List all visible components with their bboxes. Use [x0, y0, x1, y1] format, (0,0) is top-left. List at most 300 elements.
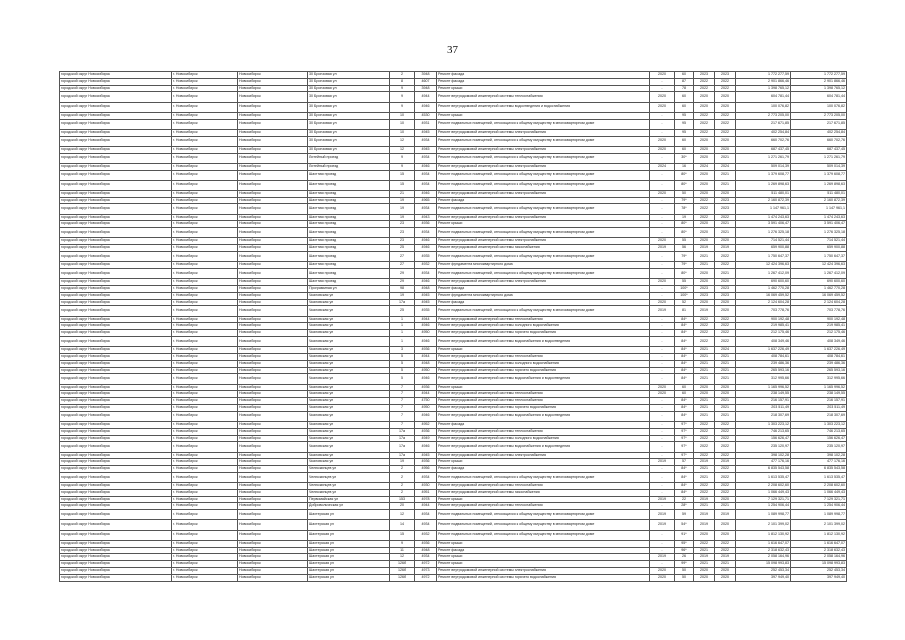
cell-start-year: 2020: [694, 574, 715, 581]
cell-code: 4946: [415, 163, 437, 170]
cell-street: Шахтная проезд: [308, 180, 390, 190]
cell-work-type: Ремонт крыши: [437, 561, 650, 568]
cell-planned-year: -: [650, 540, 675, 547]
cell-work-type: Ремонт внутридомовой инженерной системы горячего водоснабжения: [437, 330, 650, 337]
cell-locality: г. Новосибирск: [172, 78, 238, 85]
cell-cost: 1 147 961,1: [736, 204, 791, 214]
table-row: [60, 221, 847, 228]
cell-planned-year: -: [650, 112, 675, 119]
cell-start-year: 2019: [694, 245, 715, 252]
cell-locality: г. Новосибирск: [172, 197, 238, 204]
cell-street: Шахтная проезд: [308, 221, 390, 228]
cell-district: Новосибирск: [238, 404, 308, 411]
cell-street: Шахтная проезд: [308, 204, 390, 214]
cell-code: 4936: [415, 459, 437, 466]
cell-municipality: городской округ Новосибирск: [60, 554, 172, 561]
cell-total: 1 066 449,43: [791, 489, 847, 496]
cell-work-type: Ремонт подвальных помещений, относящихся к общему имуществу в многоквартирном доме: [437, 170, 650, 180]
cell-planned-year: -: [650, 316, 675, 323]
cell-district: Новосибирск: [238, 85, 308, 92]
table-row: [60, 540, 847, 547]
cell-code: 4945: [415, 129, 437, 136]
cell-end-year: 2022: [715, 336, 736, 346]
table-row: [60, 269, 847, 279]
cell-cost: 1 616 647,07: [736, 540, 791, 547]
table-row: [60, 520, 847, 530]
cell-district: Новосибирск: [238, 292, 308, 299]
cell-district: Новосибирск: [238, 92, 308, 102]
cell-start-year: 2024: [694, 163, 715, 170]
cell-end-year: 2020: [715, 299, 736, 306]
cell-street: Шахтная проезд: [308, 170, 390, 180]
cell-end-year: 2021: [715, 367, 736, 374]
cell-planned-year: -: [650, 428, 675, 435]
cell-end-year: 2021: [715, 404, 736, 411]
cell-municipality: городской округ Новосибирск: [60, 163, 172, 170]
cell-end-year: 2020: [715, 391, 736, 398]
table-row: [60, 163, 847, 170]
cell-municipality: городской округ Новосибирск: [60, 170, 172, 180]
cell-code: 4530: [415, 112, 437, 119]
cell-house: 29: [390, 269, 415, 279]
cell-end-year: 2022: [715, 316, 736, 323]
cell-code: 4932: [415, 262, 437, 269]
cell-end-year: 2022: [715, 262, 736, 269]
cell-street: Чкаловская ул: [308, 428, 390, 435]
cell-term: 97*: [675, 452, 694, 459]
cell-district: Новосибирск: [238, 421, 308, 428]
cell-term: 55: [675, 279, 694, 286]
cell-municipality: городской округ Новосибирск: [60, 92, 172, 102]
cell-planned-year: -: [650, 435, 675, 442]
cell-street: Чкаловская ул: [308, 353, 390, 360]
cell-total: 312 995,66: [791, 374, 847, 384]
cell-code: 4934: [415, 472, 437, 482]
cell-street: Шахтерская ул: [308, 530, 390, 540]
table-row: [60, 190, 847, 197]
cell-planned-year: -: [650, 336, 675, 346]
cell-street: Первомайская ул: [308, 496, 390, 503]
cell-work-type: Ремонт подвальных помещений, относящихся к общему имуществу в многоквартирном доме: [437, 180, 650, 190]
table-row: [60, 442, 847, 452]
cell-start-year: 2021: [694, 360, 715, 367]
cell-planned-year: -: [650, 503, 675, 510]
cell-district: Новосибирск: [238, 180, 308, 190]
cell-street: 30 Бронзовая ул: [308, 146, 390, 153]
cell-house: 14: [390, 520, 415, 530]
cell-municipality: городской округ Новосибирск: [60, 466, 172, 473]
cell-work-type: Ремонт подвальных помещений, относящихся к общему имуществу в многоквартирном доме: [437, 204, 650, 214]
cell-cost: 1 812 130,92: [736, 530, 791, 540]
cell-term: 60: [675, 92, 694, 102]
cell-code: 3948: [415, 72, 437, 79]
cell-district: Новосибирск: [238, 466, 308, 473]
cell-street: Шахтная проезд: [308, 214, 390, 221]
cell-cost: 1 254 906,44: [736, 503, 791, 510]
cell-planned-year: -: [650, 170, 675, 180]
cell-house: 3: [390, 347, 415, 354]
cell-district: Новосибирск: [238, 330, 308, 337]
cell-district: Новосибирск: [238, 483, 308, 490]
cell-work-type: Ремонт внутридомовой инженерной системы водоснабжения и водоотведения: [437, 336, 650, 346]
cell-municipality: городской округ Новосибирск: [60, 472, 172, 482]
cell-end-year: 2024: [715, 347, 736, 354]
cell-end-year: 2022: [715, 547, 736, 554]
cell-locality: г. Новосибирск: [172, 153, 238, 163]
cell-locality: г. Новосибирск: [172, 170, 238, 180]
cell-district: Новосибирск: [238, 112, 308, 119]
cell-cost: 1 089 998,77: [736, 510, 791, 520]
cell-work-type: Ремонт подвальных помещений, относящихся к общему имуществу в многоквартирном доме: [437, 153, 650, 163]
cell-street: Чкаловская ул: [308, 374, 390, 384]
cell-house: 98: [390, 286, 415, 293]
table-row: [60, 568, 847, 575]
cell-start-year: 2022: [694, 112, 715, 119]
cell-total: 1 089 998,77: [791, 510, 847, 520]
cell-code: 4956: [415, 466, 437, 473]
cell-house: 9: [390, 540, 415, 547]
cell-street: 30 Бронзовая ул: [308, 136, 390, 146]
cell-planned-year: -: [650, 262, 675, 269]
cell-start-year: 2023: [694, 286, 715, 293]
cell-house: 9: [390, 85, 415, 92]
cell-locality: г. Новосибирск: [172, 520, 238, 530]
cell-municipality: городской округ Новосибирск: [60, 367, 172, 374]
cell-house: 9: [390, 92, 415, 102]
cell-planned-year: -: [650, 530, 675, 540]
cell-start-year: 2019: [694, 306, 715, 316]
cell-work-type: Ремонт подвальных помещений, относящихся к общему имуществу в многоквартирном доме: [437, 228, 650, 238]
cell-district: Новосибирск: [238, 547, 308, 554]
cell-municipality: городской округ Новосибирск: [60, 384, 172, 391]
cell-planned-year: -: [650, 204, 675, 214]
cell-municipality: городской округ Новосибирск: [60, 510, 172, 520]
cell-municipality: городской округ Новосибирск: [60, 221, 172, 228]
cell-district: Новосибирск: [238, 520, 308, 530]
cell-municipality: городской округ Новосибирск: [60, 197, 172, 204]
cell-work-type: Ремонт подвальных помещений, относящихся к общему имуществу в многоквартирном доме: [437, 119, 650, 129]
cell-total: 397 949,40: [791, 574, 847, 581]
cell-total: 408 349,46: [791, 336, 847, 346]
cell-street: Шахтерская ул: [308, 574, 390, 581]
cell-street: Шахтная проезд: [308, 262, 390, 269]
cell-start-year: 2021: [694, 404, 715, 411]
cell-code: 4948: [415, 547, 437, 554]
cell-house: 7: [390, 398, 415, 405]
cell-street: Чкаловская ул: [308, 299, 390, 306]
cell-locality: г. Новосибирск: [172, 292, 238, 299]
cell-municipality: городской округ Новосибирск: [60, 238, 172, 245]
table-row: [60, 384, 847, 391]
cell-cost: 660 702,76: [736, 136, 791, 146]
table-row: [60, 360, 847, 367]
cell-end-year: 2020: [715, 146, 736, 153]
cell-planned-year: 2020: [650, 238, 675, 245]
cell-code: 4943: [415, 214, 437, 221]
cell-end-year: 2021: [715, 228, 736, 238]
cell-total: 100 076,82: [791, 102, 847, 112]
cell-total: 1 254 906,44: [791, 503, 847, 510]
cell-street: Чкаловская ул: [308, 452, 390, 459]
cell-locality: г. Новосибирск: [172, 435, 238, 442]
cell-term: 95: [675, 129, 694, 136]
table-row: [60, 347, 847, 354]
cell-house: 7: [390, 384, 415, 391]
cell-end-year: 2022: [715, 489, 736, 496]
cell-term: 22: [675, 496, 694, 503]
cell-municipality: городской округ Новосибирск: [60, 316, 172, 323]
cell-locality: г. Новосибирск: [172, 503, 238, 510]
cell-term: 97*: [675, 442, 694, 452]
cell-district: Новосибирск: [238, 102, 308, 112]
cell-work-type: Ремонт внутридомовой инженерной системы водоснабжения и водоотведения: [437, 442, 650, 452]
cell-locality: г. Новосибирск: [172, 286, 238, 293]
cell-house: 27: [390, 262, 415, 269]
table-row: [60, 367, 847, 374]
page-number: 37: [447, 44, 458, 56]
cell-work-type: Ремонт внутридомовой инженерной системы электроснабжения: [437, 129, 650, 136]
cell-total: 659 900,88: [791, 245, 847, 252]
cell-term: 60: [675, 136, 694, 146]
cell-cost: 1 772 277,59: [736, 72, 791, 79]
cell-total: 1 613 535,47: [791, 472, 847, 482]
cell-district: Новосибирск: [238, 190, 308, 197]
cell-work-type: Ремонт внутридомовой инженерной системы водоснабжения и водоотведения: [437, 374, 650, 384]
cell-house: 5: [390, 360, 415, 367]
cell-end-year: 2020: [715, 384, 736, 391]
cell-term: 28*: [675, 503, 694, 510]
cell-planned-year: 2020: [650, 136, 675, 146]
cell-municipality: городской округ Новосибирск: [60, 180, 172, 190]
cell-work-type: Ремонт внутридомовой инженерной системы электроснабжения: [437, 238, 650, 245]
cell-cost: 1 165 996,52: [736, 384, 791, 391]
cell-municipality: городской округ Новосибирск: [60, 574, 172, 581]
cell-municipality: городской округ Новосибирск: [60, 228, 172, 238]
cell-cost: 1 398 765,12: [736, 85, 791, 92]
cell-house: 25: [390, 306, 415, 316]
cell-end-year: 2020: [715, 136, 736, 146]
cell-cost: 2 101 399,02: [736, 520, 791, 530]
table-row: [60, 129, 847, 136]
cell-work-type: Ремонт фасада: [437, 547, 650, 554]
cell-end-year: 2020: [715, 238, 736, 245]
cell-municipality: городской округ Новосибирск: [60, 306, 172, 316]
cell-locality: г. Новосибирск: [172, 204, 238, 214]
table-row: [60, 170, 847, 180]
cell-end-year: 2024: [715, 163, 736, 170]
cell-cost: 714 521,44: [736, 238, 791, 245]
cell-term: 52: [675, 299, 694, 306]
cell-cost: 100 076,82: [736, 102, 791, 112]
cell-municipality: городской округ Новосибирск: [60, 353, 172, 360]
cell-locality: г. Новосибирск: [172, 221, 238, 228]
cell-municipality: городской округ Новосибирск: [60, 146, 172, 153]
cell-locality: г. Новосибирск: [172, 180, 238, 190]
cell-end-year: 2021: [715, 221, 736, 228]
cell-planned-year: -: [650, 421, 675, 428]
cell-planned-year: -: [650, 411, 675, 421]
cell-term: 30*: [675, 153, 694, 163]
cell-end-year: 2021: [715, 170, 736, 180]
cell-work-type: Ремонт внутридомовой инженерной системы электроснабжения: [437, 568, 650, 575]
cell-work-type: Ремонт крыши: [437, 554, 650, 561]
cell-work-type: Ремонт фасада: [437, 197, 650, 204]
cell-house: 9: [390, 102, 415, 112]
cell-cost: 398 102,28: [736, 452, 791, 459]
cell-end-year: 2021: [715, 353, 736, 360]
cell-locality: г. Новосибирск: [172, 85, 238, 92]
cell-term: 96*: [675, 547, 694, 554]
cell-work-type: Ремонт подвальных помещений, относящихся к общему имуществу в многоквартирном доме: [437, 510, 650, 520]
cell-street: 30 Бронзовая ул: [308, 129, 390, 136]
cell-term: 97*: [675, 435, 694, 442]
cell-house: 29: [390, 279, 415, 286]
table-row: [60, 78, 847, 85]
cell-work-type: Ремонт внутридомовой инженерной системы теплоснабжения: [437, 316, 650, 323]
cell-work-type: Ремонт внутридомовой инженерной системы теплоснабжения: [437, 353, 650, 360]
cell-end-year: 2019: [715, 510, 736, 520]
cell-planned-year: -: [650, 547, 675, 554]
cell-planned-year: 2020: [650, 384, 675, 391]
cell-work-type: Ремонт крыши: [437, 112, 650, 119]
cell-locality: г. Новосибирск: [172, 540, 238, 547]
cell-planned-year: -: [650, 85, 675, 92]
cell-street: Шахтная проезд: [308, 245, 390, 252]
table-row: [60, 489, 847, 496]
cell-code: 4972: [415, 574, 437, 581]
cell-work-type: Ремонт внутридомовой инженерной системы холодного водоснабжения: [437, 360, 650, 367]
cell-house: 1: [390, 316, 415, 323]
cell-street: Шахтная проезд: [308, 238, 390, 245]
cell-district: Новосибирск: [238, 214, 308, 221]
cell-total: 509 014,39: [791, 163, 847, 170]
cell-start-year: 2021: [694, 347, 715, 354]
cell-street: Шахтерская ул: [308, 547, 390, 554]
cell-code: 4950: [415, 404, 437, 411]
cell-cost: 659 900,88: [736, 245, 791, 252]
cell-planned-year: 2020: [650, 568, 675, 575]
cell-term: 84*: [675, 411, 694, 421]
cell-locality: г. Новосибирск: [172, 421, 238, 428]
cell-work-type: Ремонт внутридомовой инженерной системы электроснабжения: [437, 163, 650, 170]
cell-cost: 12 424 396,63: [736, 262, 791, 269]
cell-start-year: 2020: [694, 391, 715, 398]
cell-code: 4944: [415, 316, 437, 323]
cell-municipality: городской округ Новосибирск: [60, 568, 172, 575]
cell-total: 477 176,16: [791, 459, 847, 466]
cell-end-year: 2023: [715, 197, 736, 204]
table-row: [60, 547, 847, 554]
cell-locality: г. Новосибирск: [172, 530, 238, 540]
cell-planned-year: -: [650, 483, 675, 490]
cell-code: 4930: [415, 483, 437, 490]
table-row: [60, 323, 847, 330]
cell-end-year: 2022: [715, 452, 736, 459]
cell-locality: г. Новосибирск: [172, 102, 238, 112]
cell-start-year: 2020: [694, 92, 715, 102]
cell-planned-year: 2020: [650, 299, 675, 306]
cell-house: 7: [390, 404, 415, 411]
table-row: [60, 411, 847, 421]
cell-code: 4934: [415, 269, 437, 279]
table-row: [60, 435, 847, 442]
cell-street: Литейный проезд: [308, 163, 390, 170]
cell-street: Шахтная проезд: [308, 279, 390, 286]
cell-work-type: Ремонт внутридомовой инженерной системы газоснабжения: [437, 245, 650, 252]
cell-end-year: 2021: [715, 561, 736, 568]
cell-code: 3948: [415, 85, 437, 92]
cell-code: 4935: [415, 252, 437, 262]
cell-work-type: Ремонт подвальных помещений, относящихся к общему имуществу в многоквартирном доме: [437, 472, 650, 482]
cell-municipality: городской округ Новосибирск: [60, 489, 172, 496]
cell-total: 408 784,61: [791, 353, 847, 360]
cell-street: Чкаловская ул: [308, 421, 390, 428]
cell-start-year: 2021: [694, 262, 715, 269]
cell-total: 2 124 604,28: [791, 299, 847, 306]
cell-municipality: городской округ Новосибирск: [60, 299, 172, 306]
cell-end-year: 2021: [715, 153, 736, 163]
cell-term: 84*: [675, 330, 694, 337]
cell-work-type: Ремонт внутридомовой инженерной системы электроснабжения: [437, 146, 650, 153]
cell-street: Шахтная проезд: [308, 252, 390, 262]
cell-end-year: 2021: [715, 180, 736, 190]
cell-street: Шахтная проезд: [308, 269, 390, 279]
table-row: [60, 574, 847, 581]
cell-code: 4944: [415, 353, 437, 360]
cell-district: Новосибирск: [238, 503, 308, 510]
cell-district: Новосибирск: [238, 306, 308, 316]
cell-cost: 2 124 604,28: [736, 299, 791, 306]
cell-start-year: 2022: [694, 336, 715, 346]
cell-term: 84*: [675, 353, 694, 360]
table-row: [60, 483, 847, 490]
cell-cost: 509 014,39: [736, 163, 791, 170]
table-row: [60, 292, 847, 299]
cell-street: 30 Бронзовая ул: [308, 92, 390, 102]
cell-code: 4607: [415, 78, 437, 85]
cell-cost: 1 637 226,49: [736, 347, 791, 354]
cell-municipality: городской округ Новосибирск: [60, 245, 172, 252]
cell-work-type: Ремонт фасада: [437, 421, 650, 428]
cell-cost: 15 098 993,83: [736, 561, 791, 568]
cell-code: 4934: [415, 510, 437, 520]
cell-total: 1 276 325,18: [791, 228, 847, 238]
table-row: [60, 252, 847, 262]
cell-cost: 397 949,40: [736, 574, 791, 581]
cell-end-year: 2022: [715, 214, 736, 221]
cell-house: 20: [390, 503, 415, 510]
cell-start-year: 2021: [694, 411, 715, 421]
table-row: [60, 452, 847, 459]
cell-locality: г. Новосибирск: [172, 391, 238, 398]
table-row: [60, 330, 847, 337]
cell-code: 4945: [415, 292, 437, 299]
table-row: [60, 197, 847, 204]
cell-district: Новосибирск: [238, 561, 308, 568]
cell-code: 4936: [415, 384, 437, 391]
cell-house: 1: [390, 323, 415, 330]
cell-term: 57: [675, 459, 694, 466]
cell-start-year: 2021: [694, 547, 715, 554]
cell-code: 4935: [415, 306, 437, 316]
cell-code: 4965: [415, 197, 437, 204]
cell-house: 12: [390, 510, 415, 520]
cell-house: 2: [390, 489, 415, 496]
cell-street: Чкаловская ул: [308, 367, 390, 374]
cell-locality: г. Новосибирск: [172, 330, 238, 337]
cell-work-type: Ремонт подвальных помещений, относящихся к общему имуществу в многоквартирном доме: [437, 252, 650, 262]
cell-total: 1 379 608,77: [791, 170, 847, 180]
